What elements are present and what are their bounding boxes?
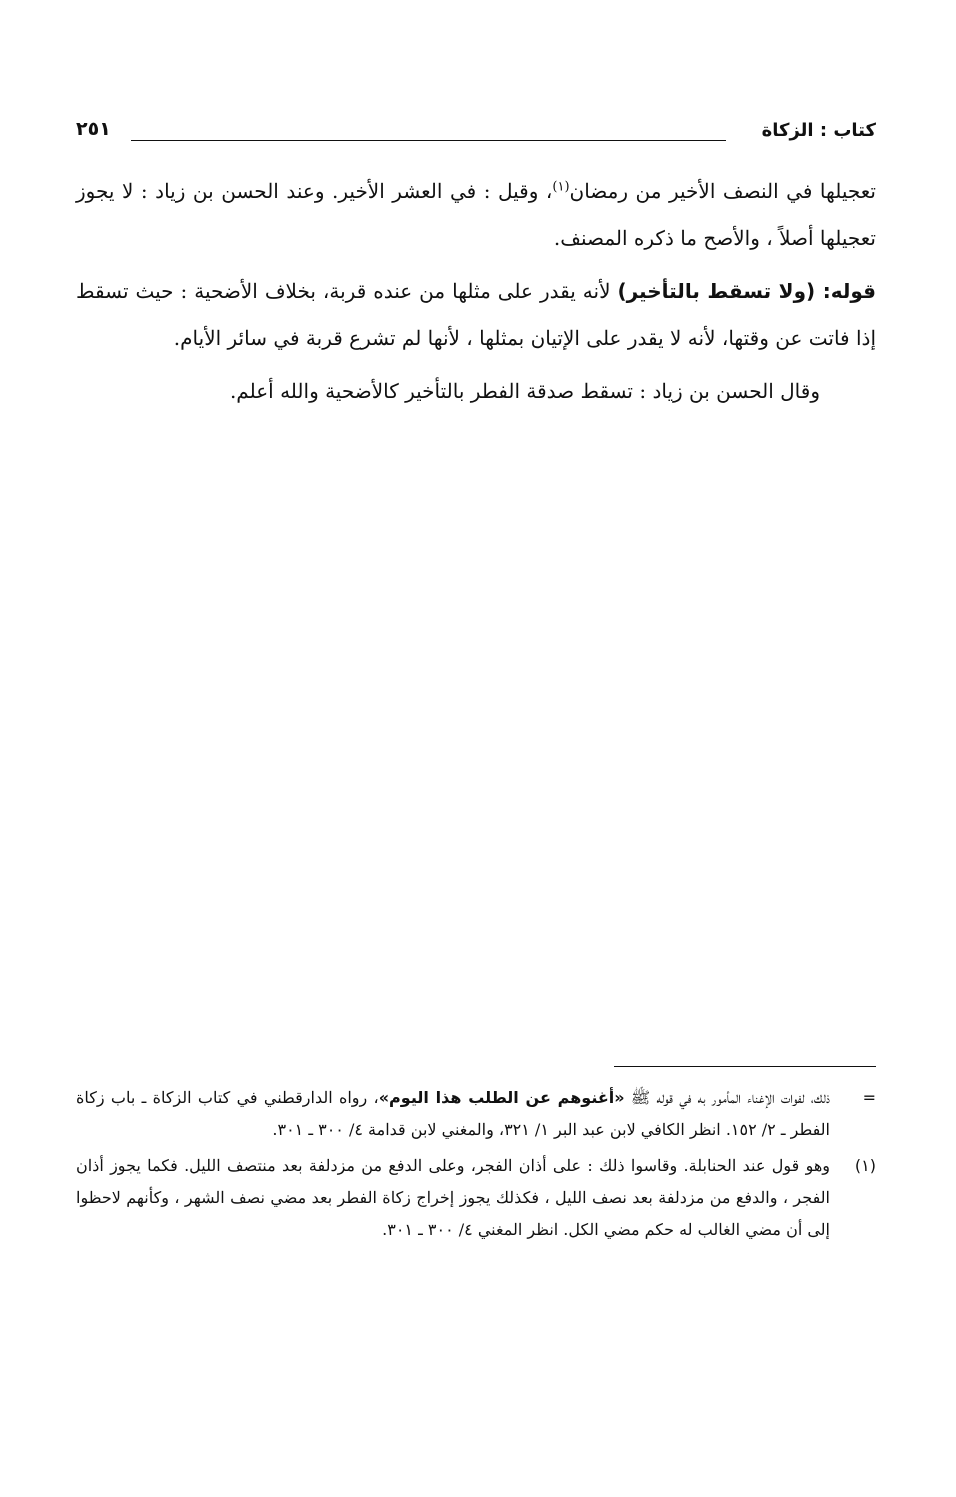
chapter-title: كتاب : الزكاة: [761, 120, 876, 141]
footnotes: [76, 1082, 876, 1250]
paragraph-1: [76, 168, 876, 262]
header-rule: [131, 140, 726, 141]
footnote-text: وهو قول عند الحنابلة. وقاسوا ذلك : على أذان الفجر، وعلى الدفع من مزدلفة بعد منتصف الليل. فكما يجوز أذان الفجر ، والدفع من مزدلفة بعد نصف الليل ، فكذلك يجوز إخراج زكاة الفطر بعد مضي نصف الشهر ، وكأنهم لاحظوا إلى أن مضي الغالب له حكم مضي الكل. انظر المغني ٤/ ٣٠٠ ـ ٣٠١.: [76, 1156, 830, 1239]
footnote-marker: =: [862, 1088, 876, 1107]
paragraph-2: [76, 268, 876, 362]
footnote-continued: [76, 1082, 876, 1146]
main-text: [76, 168, 876, 421]
paragraph-2-text: لأنه يقدر على مثلها من عنده قربة، بخلاف الأضحية : حيث تسقط إذا فاتت عن وقتها، لأنه لا يقدر على الإتيان بمثلها ، لأنها لم تشرع قربة في سائر الأيام.: [76, 279, 876, 350]
paragraph-2-lead: قوله: (ولا تسقط بالتأخير): [617, 279, 876, 303]
paragraph-3-text: وقال الحسن بن زياد : تسقط صدقة الفطر بالتأخير كالأضحية والله أعلم.: [229, 379, 820, 403]
paragraph-1-text-a: تعجيلها في النصف الأخير من رمضان: [569, 179, 876, 203]
footnote-hadith: «أغنوهم عن الطلب هذا اليوم»: [378, 1088, 625, 1107]
footnote-separator: [614, 1066, 876, 1067]
footnote-reference: (١): [552, 179, 570, 195]
paragraph-3: [76, 368, 876, 415]
paragraph-1-text-b: ، وقيل : في العشر الأخير. وعند الحسن بن زياد : لا يجوز تعجيلها أصلاً ، والأصح ما ذكره المصنف.: [76, 179, 876, 250]
running-header: [76, 118, 876, 148]
footnote-1: [76, 1150, 876, 1246]
footnote-text-b: ، رواه الدارقطني في كتاب الزكاة ـ باب زكاة الفطر ـ ٢/ ١٥٢. انظر الكافي لابن عبد البر ١/ ٣٢١، والمغني لابن قدامة ٤/ ٣٠٠ ـ ٣٠١.: [76, 1088, 830, 1139]
footnote-marker: (١): [854, 1156, 876, 1175]
footnote-text-a: ذلك، لفوات الإغناء المأمور به في قوله ﷺ: [624, 1088, 830, 1107]
page-number: ٢٥١: [76, 118, 111, 140]
